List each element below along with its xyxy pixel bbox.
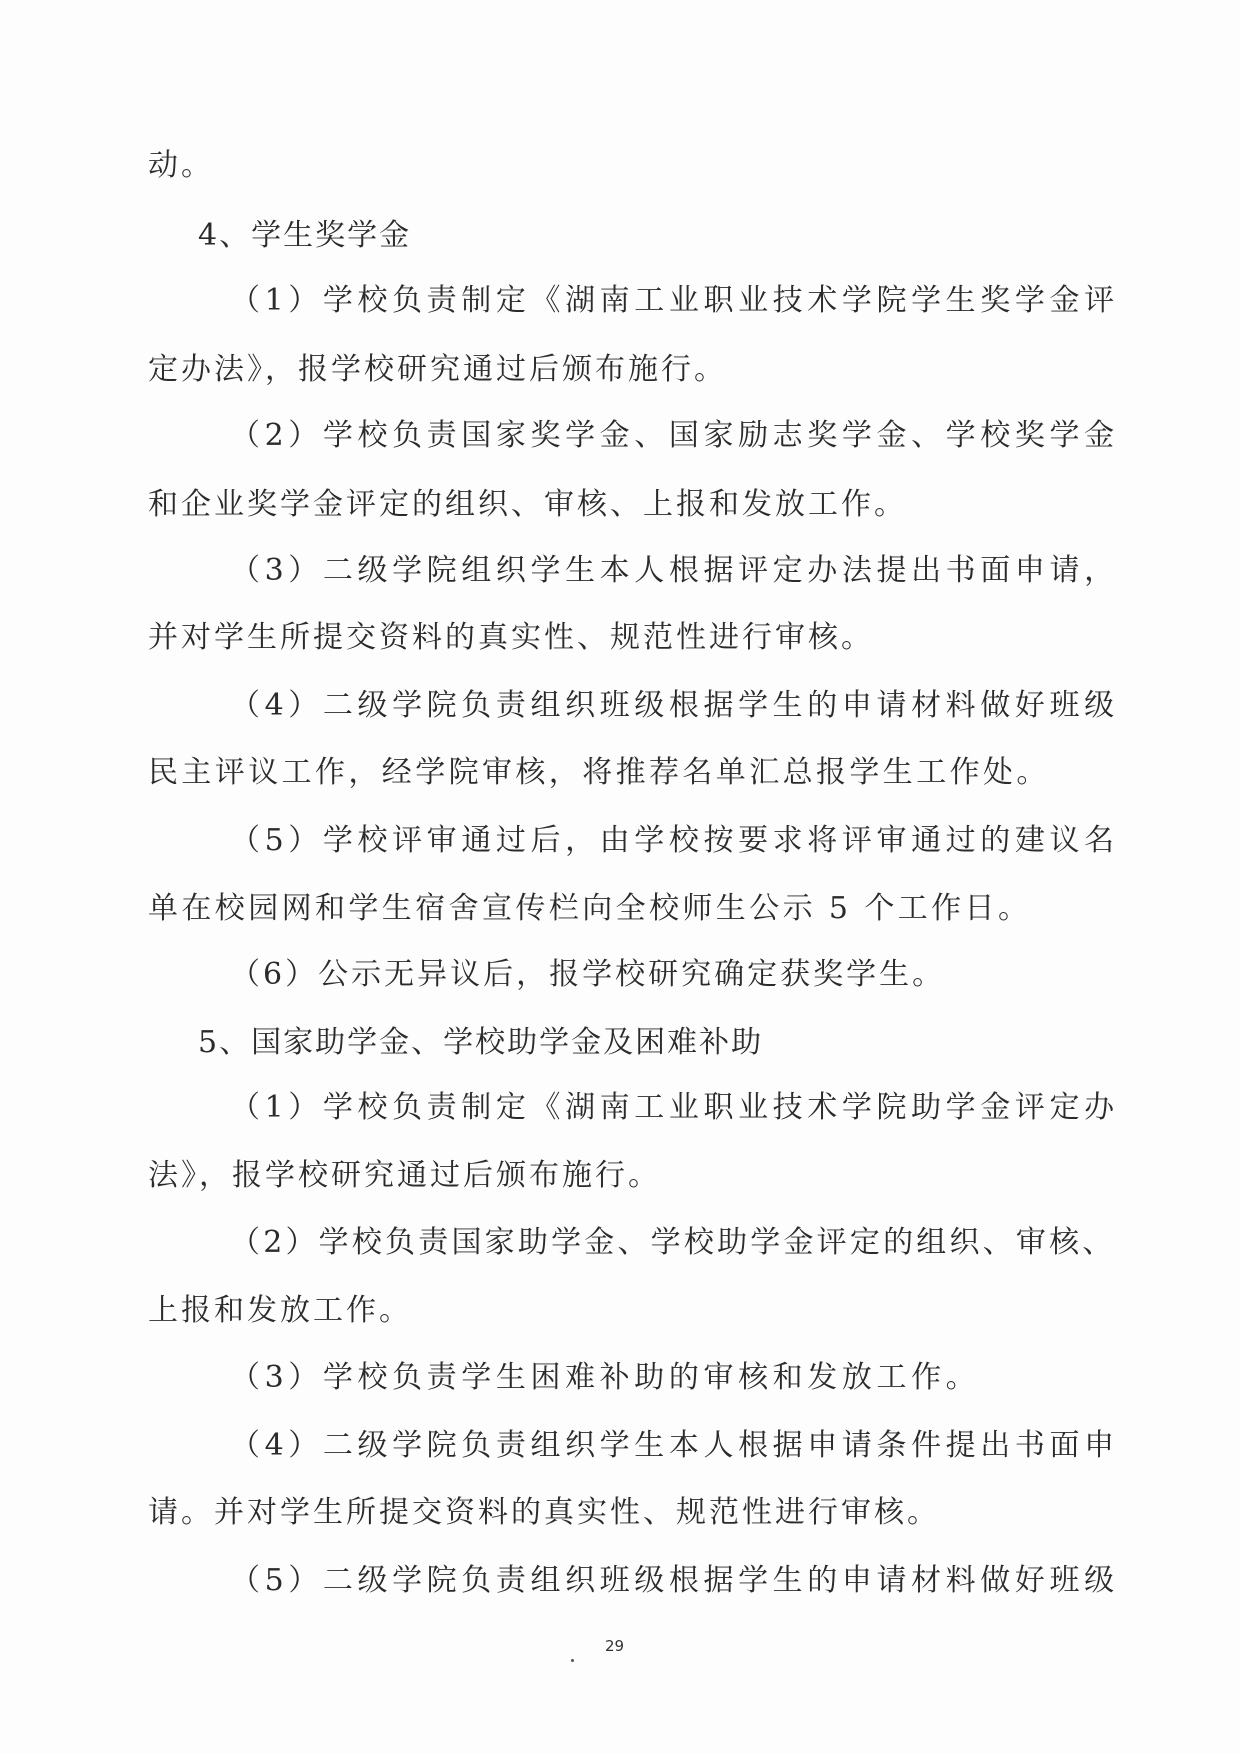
paragraph-line: （1）学校负责制定《湖南工业职业技术学院助学金评定办	[230, 1090, 1119, 1125]
paragraph-line: 民主评议工作，经学院审核，将推荐名单汇总报学生工作处。	[148, 755, 1050, 790]
paragraph-line: （6）公示无异议后，报学校研究确定获奖学生。	[230, 957, 946, 992]
scan-artifact-dot	[571, 1659, 574, 1662]
section-heading-grants: 5、国家助学金、学校助学金及困难补助	[198, 1025, 764, 1060]
paragraph-line: 和企业奖学金评定的组织、审核、上报和发放工作。	[148, 487, 907, 522]
paragraph-line: （1）学校负责制定《湖南工业职业技术学院学生奖学金评	[230, 283, 1119, 318]
paragraph-line: （2）学校负责国家助学金、学校助学金评定的组织、审核、	[230, 1225, 1116, 1260]
paragraph-line: （5）二级学院负责组织班级根据学生的申请材料做好班级	[230, 1563, 1119, 1598]
paragraph-line: 定办法》，报学校研究通过后颁布施行。	[148, 352, 727, 387]
paragraph-line: 单在校园网和学生宿舍宣传栏向全校师生公示 5 个工作日。	[148, 891, 1032, 926]
paragraph-line: 请。并对学生所提交资料的真实性、规范性进行审核。	[148, 1495, 940, 1530]
paragraph-line: （3）学校负责学生困难补助的审核和发放工作。	[230, 1360, 981, 1395]
paragraph-line: 并对学生所提交资料的真实性、规范性进行审核。	[148, 620, 874, 655]
paragraph-line: （4）二级学院负责组织班级根据学生的申请材料做好班级	[230, 688, 1119, 723]
paragraph-line: 上报和发放工作。	[148, 1293, 412, 1328]
page-number: 29	[605, 1637, 625, 1655]
paragraph-line: （2）学校负责国家奖学金、国家励志奖学金、学校奖学金	[230, 418, 1119, 453]
text-line-continuation: 动。	[148, 148, 214, 183]
paragraph-line: 法》，报学校研究通过后颁布施行。	[148, 1158, 661, 1193]
section-heading-scholarship: 4、学生奖学金	[198, 218, 412, 253]
paragraph-line: （3）二级学院组织学生本人根据评定办法提出书面申请，	[230, 553, 1119, 588]
paragraph-line: （4）二级学院负责组织学生本人根据申请条件提出书面申	[230, 1428, 1119, 1463]
paragraph-line: （5）学校评审通过后，由学校按要求将评审通过的建议名	[230, 823, 1119, 858]
